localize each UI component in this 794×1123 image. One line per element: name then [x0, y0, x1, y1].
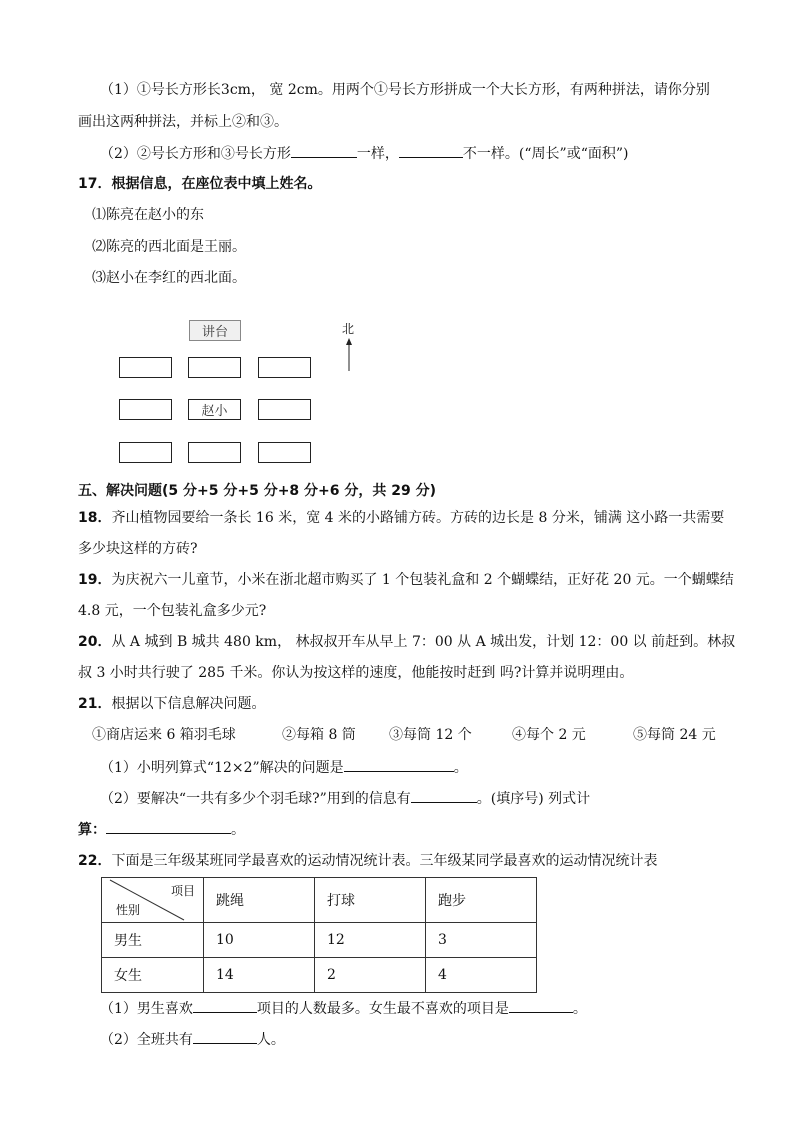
q21-number: 21． — [78, 696, 112, 712]
q20-number: 20． — [78, 634, 112, 650]
section-5-title: 五、解决问题(5 分+5 分+5 分+8 分+6 分，共 29 分) — [78, 483, 437, 499]
table-cell: 4 — [426, 958, 537, 993]
q18-number: 18． — [78, 510, 112, 526]
q21-title — [78, 694, 265, 714]
corner-bottom-label: 性别 — [116, 903, 141, 917]
answer-blank[interactable] — [106, 819, 231, 834]
q21-part1-pre: （1）小明列算式“12×2”解决的问题是 — [100, 760, 344, 776]
seat-row1-middle[interactable] — [188, 357, 241, 378]
q21-part2 — [100, 788, 590, 809]
q21-part2-line2 — [78, 819, 245, 840]
q20-line2: 叔 3 小时共行驶了 285 千米。你认为按这样的速度，他能按时赶到 吗?计算并说明理由。 — [78, 665, 634, 681]
q22-text: 下面是三年级某班同学最喜欢的运动情况统计表。三年级某同学最喜欢的运动情况统计表 — [111, 853, 658, 869]
podium-label: 讲台 — [201, 325, 228, 340]
q16-part2 — [100, 143, 628, 164]
table-header-cell: 跳绳 — [204, 878, 315, 923]
q21-part1-post: 。 — [453, 760, 468, 776]
q21-info-5: ⑤每筒 24 元 — [633, 727, 716, 743]
table-row-label: 男生 — [102, 923, 204, 958]
q21-calc-label: 算： — [78, 822, 106, 838]
corner-top-label: 项目 — [170, 884, 195, 898]
q16-part1-line1: （1）①号长方形长3cm， 宽 2cm。用两个①号长方形拼成一个大长方形，有两种拼法，请你分别 — [100, 82, 710, 98]
q21-text: 根据以下信息解决问题。 — [111, 696, 266, 712]
q16-part2-pre: （2）②号长方形和③号长方形 — [100, 146, 291, 162]
q21-info-1: ①商店运来 6 箱羽毛球 — [92, 727, 236, 743]
table-header-cell: 打球 — [315, 878, 426, 923]
q22-part1-pre: （1）男生喜欢 — [100, 1001, 193, 1017]
table-cell: 10 — [204, 923, 315, 958]
seat-row2-left[interactable] — [119, 399, 172, 420]
answer-blank[interactable] — [193, 998, 257, 1013]
table-row — [102, 923, 537, 958]
q21-info-2: ②每箱 8 筒 — [282, 727, 356, 743]
q17-clue-1: ⑴陈亮在赵小的东 — [92, 207, 204, 223]
q22-part1-post: 。 — [572, 1001, 587, 1017]
table-header-cell: 跑步 — [426, 878, 537, 923]
answer-blank[interactable] — [399, 143, 463, 158]
answer-blank[interactable] — [411, 788, 477, 803]
q21-part1 — [100, 757, 468, 778]
q16-part2-post: 不一样。(“周长”或“面积”) — [462, 146, 629, 162]
q16-part2-mid: 一样， — [356, 146, 399, 162]
seat-row2-middle — [188, 399, 241, 420]
seat-row2-right[interactable] — [258, 399, 311, 420]
table-header-row — [102, 878, 537, 923]
answer-blank[interactable] — [291, 143, 357, 158]
q17-title: 17．根据信息，在座位表中填上姓名。 — [78, 176, 322, 192]
q22-number: 22． — [78, 853, 112, 869]
q17-clue-2: ⑵陈亮的西北面是王丽。 — [92, 239, 246, 255]
q22-part1-mid: 项目的人数最多。女生最不喜欢的项目是 — [256, 1001, 509, 1017]
q16-part1-line2: 画出这两种拼法，并标上②和③。 — [78, 114, 288, 130]
north-arrow-icon — [344, 338, 354, 372]
answer-blank[interactable] — [509, 998, 573, 1013]
q22-part2 — [100, 1029, 285, 1050]
q21-part2-pre: （2）要解决“一共有多少个羽毛球?”用到的信息有 — [100, 791, 411, 807]
q21-info-3: ③每筒 12 个 — [389, 727, 472, 743]
seat-row3-left[interactable] — [119, 442, 172, 463]
q22-part2-pre: （2）全班共有 — [100, 1032, 193, 1048]
q19-number: 19． — [78, 572, 112, 588]
q22-part1 — [100, 998, 587, 1019]
table-row — [102, 958, 537, 993]
sports-stats-table — [101, 877, 537, 993]
answer-blank[interactable] — [344, 757, 454, 772]
table-cell: 3 — [426, 923, 537, 958]
q21-info-4: ④每个 2 元 — [512, 727, 586, 743]
podium — [189, 320, 241, 341]
q20-text: 从 A 城到 B 城共 480 km， 林叔叔开车从早上 7：00 从 A 城出发，计划 12：00 以 前赶到。林叔 — [111, 634, 736, 650]
answer-blank[interactable] — [193, 1029, 257, 1044]
q22-part2-post: 人。 — [256, 1032, 285, 1048]
table-cell: 14 — [204, 958, 315, 993]
q19-line1 — [78, 570, 734, 590]
table-cell: 2 — [315, 958, 426, 993]
q19-line2: 4.8 元，一个包装礼盒多少元? — [78, 603, 267, 619]
q18-text: 齐山植物园要给一条长 16 米，宽 4 米的小路铺方砖。方砖的边长是 8 分米，铺满 这小路一共需要 — [111, 510, 725, 526]
table-corner-cell — [102, 878, 204, 923]
q18-line1 — [78, 508, 724, 528]
seat-row1-right[interactable] — [258, 357, 311, 378]
table-row-label: 女生 — [102, 958, 204, 993]
seat-row3-right[interactable] — [258, 442, 311, 463]
table-cell: 12 — [315, 923, 426, 958]
q22-title — [78, 851, 657, 871]
seat-row1-left[interactable] — [119, 357, 172, 378]
q17-clue-3: ⑶赵小在李红的西北面。 — [92, 270, 246, 286]
north-label: 北 — [342, 322, 355, 336]
seat-row3-middle[interactable] — [188, 442, 241, 463]
q19-text: 为庆祝六一儿童节，小米在浙北超市购买了 1 个包装礼盒和 2 个蝴蝶结，正好花 20 元。一个蝴蝶结 — [111, 572, 734, 588]
seat-zhao-label: 赵小 — [201, 404, 228, 419]
q18-line2: 多少块这样的方砖? — [78, 541, 198, 557]
q20-line1 — [78, 632, 735, 652]
q21-part2-line2-post: 。 — [231, 822, 245, 838]
q21-part2-post: 。(填序号) 列式计 — [476, 791, 591, 807]
